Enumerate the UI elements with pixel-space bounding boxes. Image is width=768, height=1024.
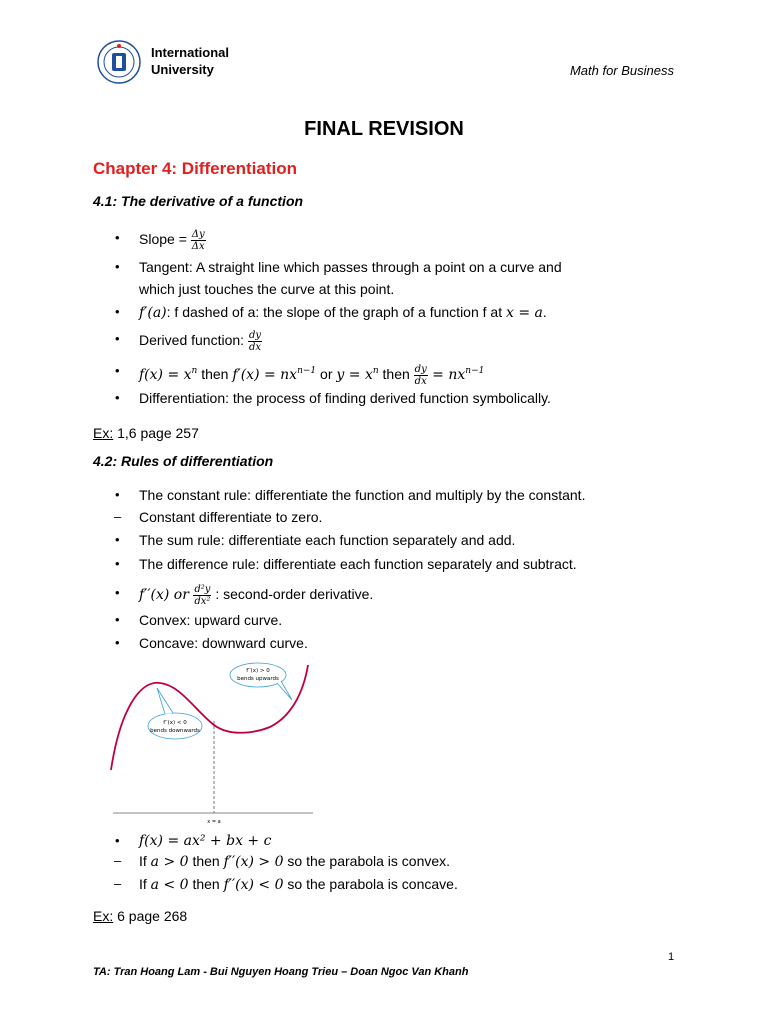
dash: – [114, 509, 122, 524]
institution-name [151, 44, 229, 78]
bullet: • [115, 833, 120, 848]
university-logo-icon [97, 40, 141, 84]
bullet: • [115, 487, 120, 502]
course-name: Math for Business [569, 63, 674, 78]
bullet: • [115, 612, 120, 627]
d2y-dx2-fraction: $\frac{\text{d²y}}{\text{dx²}}$ [194, 584, 211, 607]
bullet: • [115, 331, 120, 346]
bullet: • [115, 585, 120, 600]
page-title: FINAL REVISION [304, 118, 464, 140]
callout-upward-line2: bends upwards [237, 676, 279, 682]
dash: – [114, 853, 122, 868]
bullet: • [115, 304, 120, 319]
page-number: 1 [668, 951, 675, 963]
callout-downward-line2: bends downwards [150, 728, 200, 734]
bullet: • [115, 390, 120, 405]
callout-upward-line1: f′′(x) > 0 [246, 668, 270, 674]
dash: – [114, 876, 122, 891]
footer-authors: TA: Tran Hoang Lam - Bui Nguyen Hoang Trieu – Doan Ngoc Van Khanh [93, 966, 469, 978]
concavity-graph [105, 655, 320, 827]
bullet: • [115, 230, 120, 245]
exercise-1: Ex: 1,6 page 257 [93, 425, 199, 441]
bullet: • [115, 259, 120, 274]
section-heading-4-1: 4.1: The derivative of a function [93, 193, 304, 209]
bullet: • [115, 556, 120, 571]
slope-fraction: $\frac{\Delta y}{\Delta x}$ [191, 229, 205, 252]
callout-downward-line1: f′′(x) < 0 [163, 720, 187, 726]
bullet: • [115, 635, 120, 650]
dy-dx-fraction: $\frac{dy}{dx}$ [248, 330, 262, 353]
bullet: • [115, 532, 120, 547]
section-heading-4-2: 4.2: Rules of differentiation [93, 453, 274, 469]
chapter-heading: Chapter 4: Differentiation [93, 159, 298, 178]
institution-line2: University [151, 62, 214, 77]
dy-dx-fraction: $\frac{dy}{dx}$ [414, 363, 427, 387]
bullet: • [115, 363, 120, 378]
callout-downward [148, 713, 202, 739]
exercise-2: Ex: 6 page 268 [93, 908, 188, 924]
tangent-continuation: which just touches the curve at this point. [139, 281, 395, 297]
institution-line1: International [151, 45, 230, 60]
axis-label: x = a [207, 819, 221, 825]
